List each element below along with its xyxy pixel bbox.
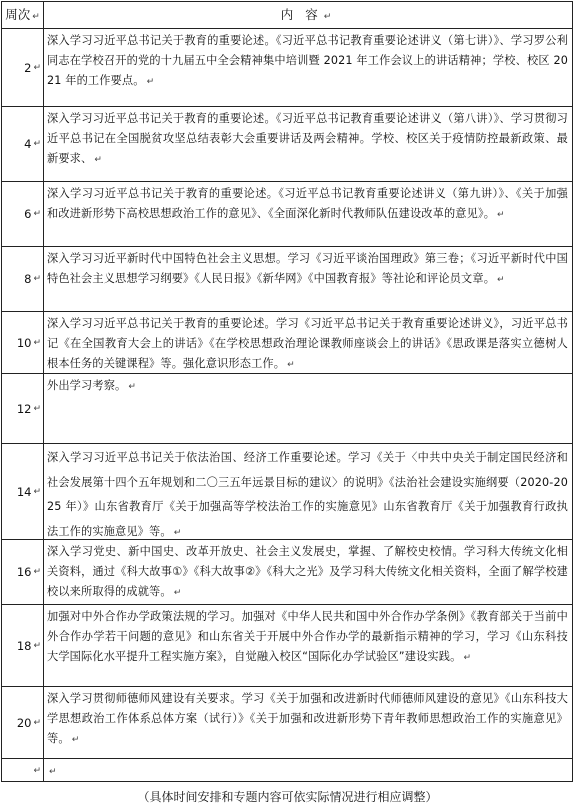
table-row — [2, 107, 572, 182]
content-cell: 深入学习习近平总书记关于教育的重要论述。《习近平总书记教育重要论述讲义（第七讲）》、学习罗公利同志在学校召开的党的十九届五中全会精神集中培训暨 2021 年工作会议上的讲话精神；学校、校区 2021 年的工作要点。 ↵ — [47, 34, 568, 87]
week-cell: 14 ↵ — [16, 484, 41, 499]
week-cell: 16 ↵ — [16, 565, 41, 579]
week-cell: 2 ↵ — [24, 60, 41, 75]
table-row — [2, 374, 572, 444]
content-cell: 深入学习贯彻师德师风建设有关要求。学习《关于加强和改进新时代师德师风建设的意见》《山东科技大学思想政治工作体系总体方案（试行）》《关于加强和改进新形势下青年教师思想政治工作的实施意见》等。 ↵ — [47, 692, 568, 745]
content-cell: 深入学习党史、新中国史、改革开放史、社会主义发展史，掌握、了解校史校情。学习科大传统文化相关资料，通过《科大故事①》《科大故事②》《科大之光》及学习科大传统文化相关资料，全面了解学校建校以来所取得的成就等。 ↵ — [47, 545, 568, 598]
table-row — [2, 182, 572, 247]
table-row — [2, 29, 572, 107]
week-cell: 4 ↵ — [24, 137, 41, 151]
schedule-table — [1, 1, 573, 782]
content-cell: 加强对中外合作办学政策法规的学习。加强对《中华人民共和国中外合作办学条例》《教育部关于当前中外合作办学若干问题的意见》和山东省关于开展中外合作办学的最新指示精神的学习，学习《山东科技大学国际化水平提升工程实施方案》，自觉融入校区“国际化办学试验区”建设实践。 ↵ — [47, 610, 568, 663]
table-row — [2, 312, 572, 374]
week-cell: 20 ↵ — [16, 715, 41, 730]
content-cell: 深入学习习近平总书记关于教育的重要论述。学习《习近平总书记关于教育重要论述讲义》，习近平总书记《在全国教育大会上的讲话》《在学校思想政治理论课教师座谈会上的讲话》《思政课是落实立德树人根本任务的关键课程》等。强化意识形态工作。 ↵ — [47, 317, 568, 370]
footnote: （具体时间安排和专题内容可依实际情况进行相应调整） — [137, 790, 438, 804]
week-cell: 18 ↵ — [16, 638, 41, 653]
table-row — [2, 759, 572, 783]
week-cell: 8 ↵ — [24, 272, 41, 286]
week-cell: 10 ↵ — [16, 335, 41, 350]
content-cell: 深入学习习近平新时代中国特色社会主义思想。学习《习近平谈治国理政》第三卷；《习近平新时代中国特色社会主义思想学习纲要》《人民日报》《新华网》《中国教育报》等社论和评论员文章。 ↵ — [47, 252, 568, 285]
week-cell: 6 ↵ — [24, 207, 41, 221]
table-row — [2, 247, 572, 312]
week-cell: ↵ — [33, 766, 41, 776]
table-row — [2, 540, 572, 605]
header-week: 周次 ↵ — [5, 7, 40, 22]
content-cell: 外出学习考察。 ↵ — [47, 379, 137, 392]
table-header — [2, 2, 572, 29]
week-cell: 12 ↵ — [16, 401, 41, 416]
table-row — [2, 687, 572, 759]
content-cell: 深入学习习近平总书记关于教育的重要论述。《习近平总书记教育重要论述讲义（第八讲）》、学习贯彻习近平总书记在全国脱贫攻坚总结表彰大会重要讲话及两会精神。学校、校区关于疫情防控最新政策、最新要求、 ↵ — [47, 112, 568, 165]
header-content: 内 容 ↵ — [280, 7, 336, 22]
content-cell: 深入学习习近平总书记关于教育的重要论述。《习近平总书记教育重要论述讲义（第九讲）》、《关于加强和改进新形势下高校思想政治工作的意见》、《全面深化新时代教师队伍建设改革的意见》。 ↵ — [47, 187, 568, 220]
table-row — [2, 605, 572, 687]
table-row — [2, 444, 572, 540]
content-cell: ↵ — [49, 767, 57, 777]
content-cell: 深入学习习近平总书记关于依法治国、经济工作重要论述。学习《关于〈中共中央关于制定国民经济和社会发展第十四个五年规划和二〇三五年远景目标的建议〉的说明》《法治社会建设实施纲要（2020-2025 年）》山东省教育厅《关于加强高等学校法治工作的实施意见》山东省教育厅《关于加强教育行政执法工作的实施意见》等。 ↵ — [47, 451, 568, 538]
